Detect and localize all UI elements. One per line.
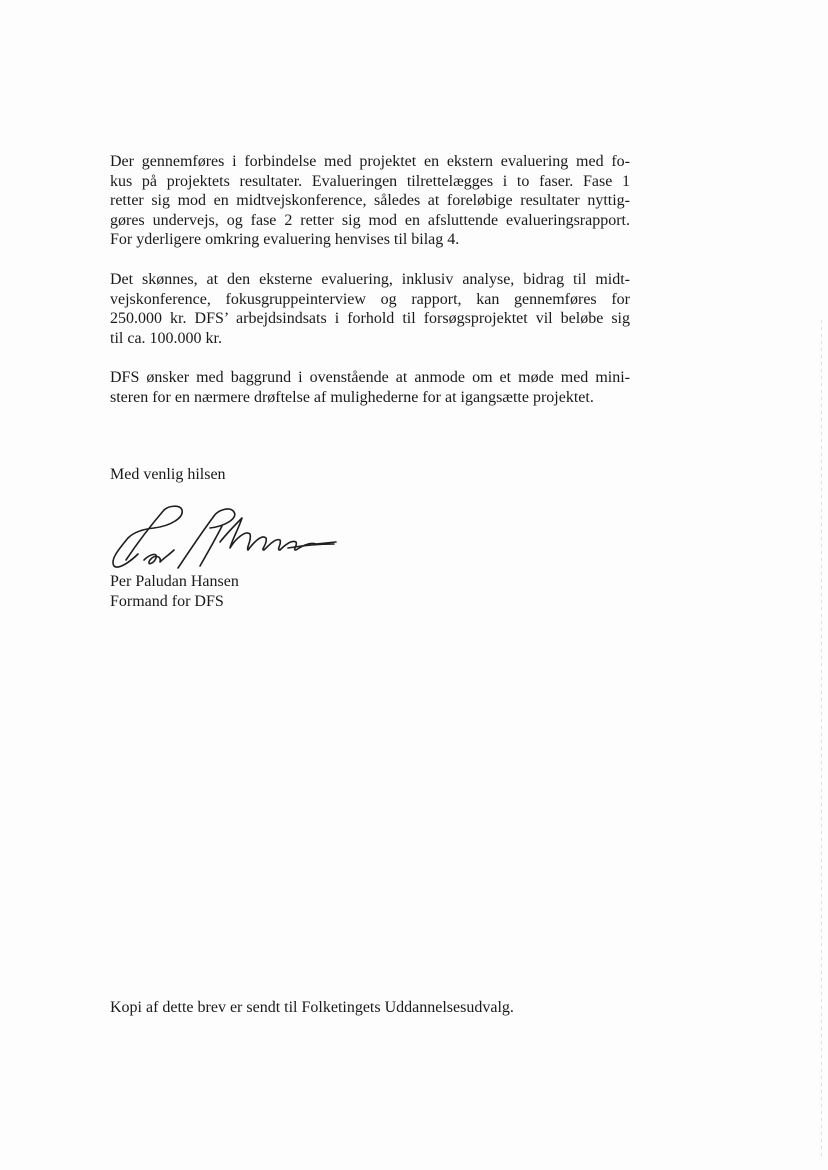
budget-paragraph [110,270,630,348]
scan-edge-artifact [821,320,822,1160]
paragraph-line: Det skønnes, at den eksterne evaluering, inklusiv analyse, bidrag til midt- [110,271,630,288]
paragraph-line: For yderligere omkring evaluering henvises til bilag 4. [110,231,460,249]
paragraph-line: Der gennemføres i forbindelse med projektet en ekstern evaluering med fo- [110,153,630,170]
paragraph-line: retter sig mod en midtvejskonference, således at foreløbige resultater nyttig- [110,192,630,210]
meeting-request-paragraph [110,368,630,407]
paragraph-line: kus på projektets resultater. Evalueringen tilrettelægges i to faser. Fase 1 [110,172,630,190]
paragraph-line: DFS ønsker med baggrund i ovenstående at anmode om et møde med mini- [110,369,630,386]
handwritten-signature [104,498,340,578]
signer-block [110,572,239,611]
copy-notice: Kopi af dette brev er sendt til Folketingets Uddannelsesudvalg. [110,999,514,1016]
paragraph-line: 250.000 kr. DFS’ arbejdsindsats i forhold til forsøgsprojektet vil beløbe sig [110,310,630,328]
paragraph-line: vejskonference, fokusgruppeinterview og rapport, kan gennemføres for [110,290,630,308]
closing-salutation: Med venlig hilsen [110,466,226,483]
paragraph-line: steren for en nærmere drøftelse af mulighederne for at igangsætte projektet. [110,388,594,406]
evaluation-paragraph [110,152,630,250]
signer-name: Per Paludan Hansen [110,573,239,590]
signer-title: Formand for DFS [110,592,224,610]
paragraph-line: til ca. 100.000 kr. [110,329,222,347]
paragraph-line: gøres undervejs, og fase 2 retter sig mod en afsluttende evalueringsrapport. [110,211,630,229]
